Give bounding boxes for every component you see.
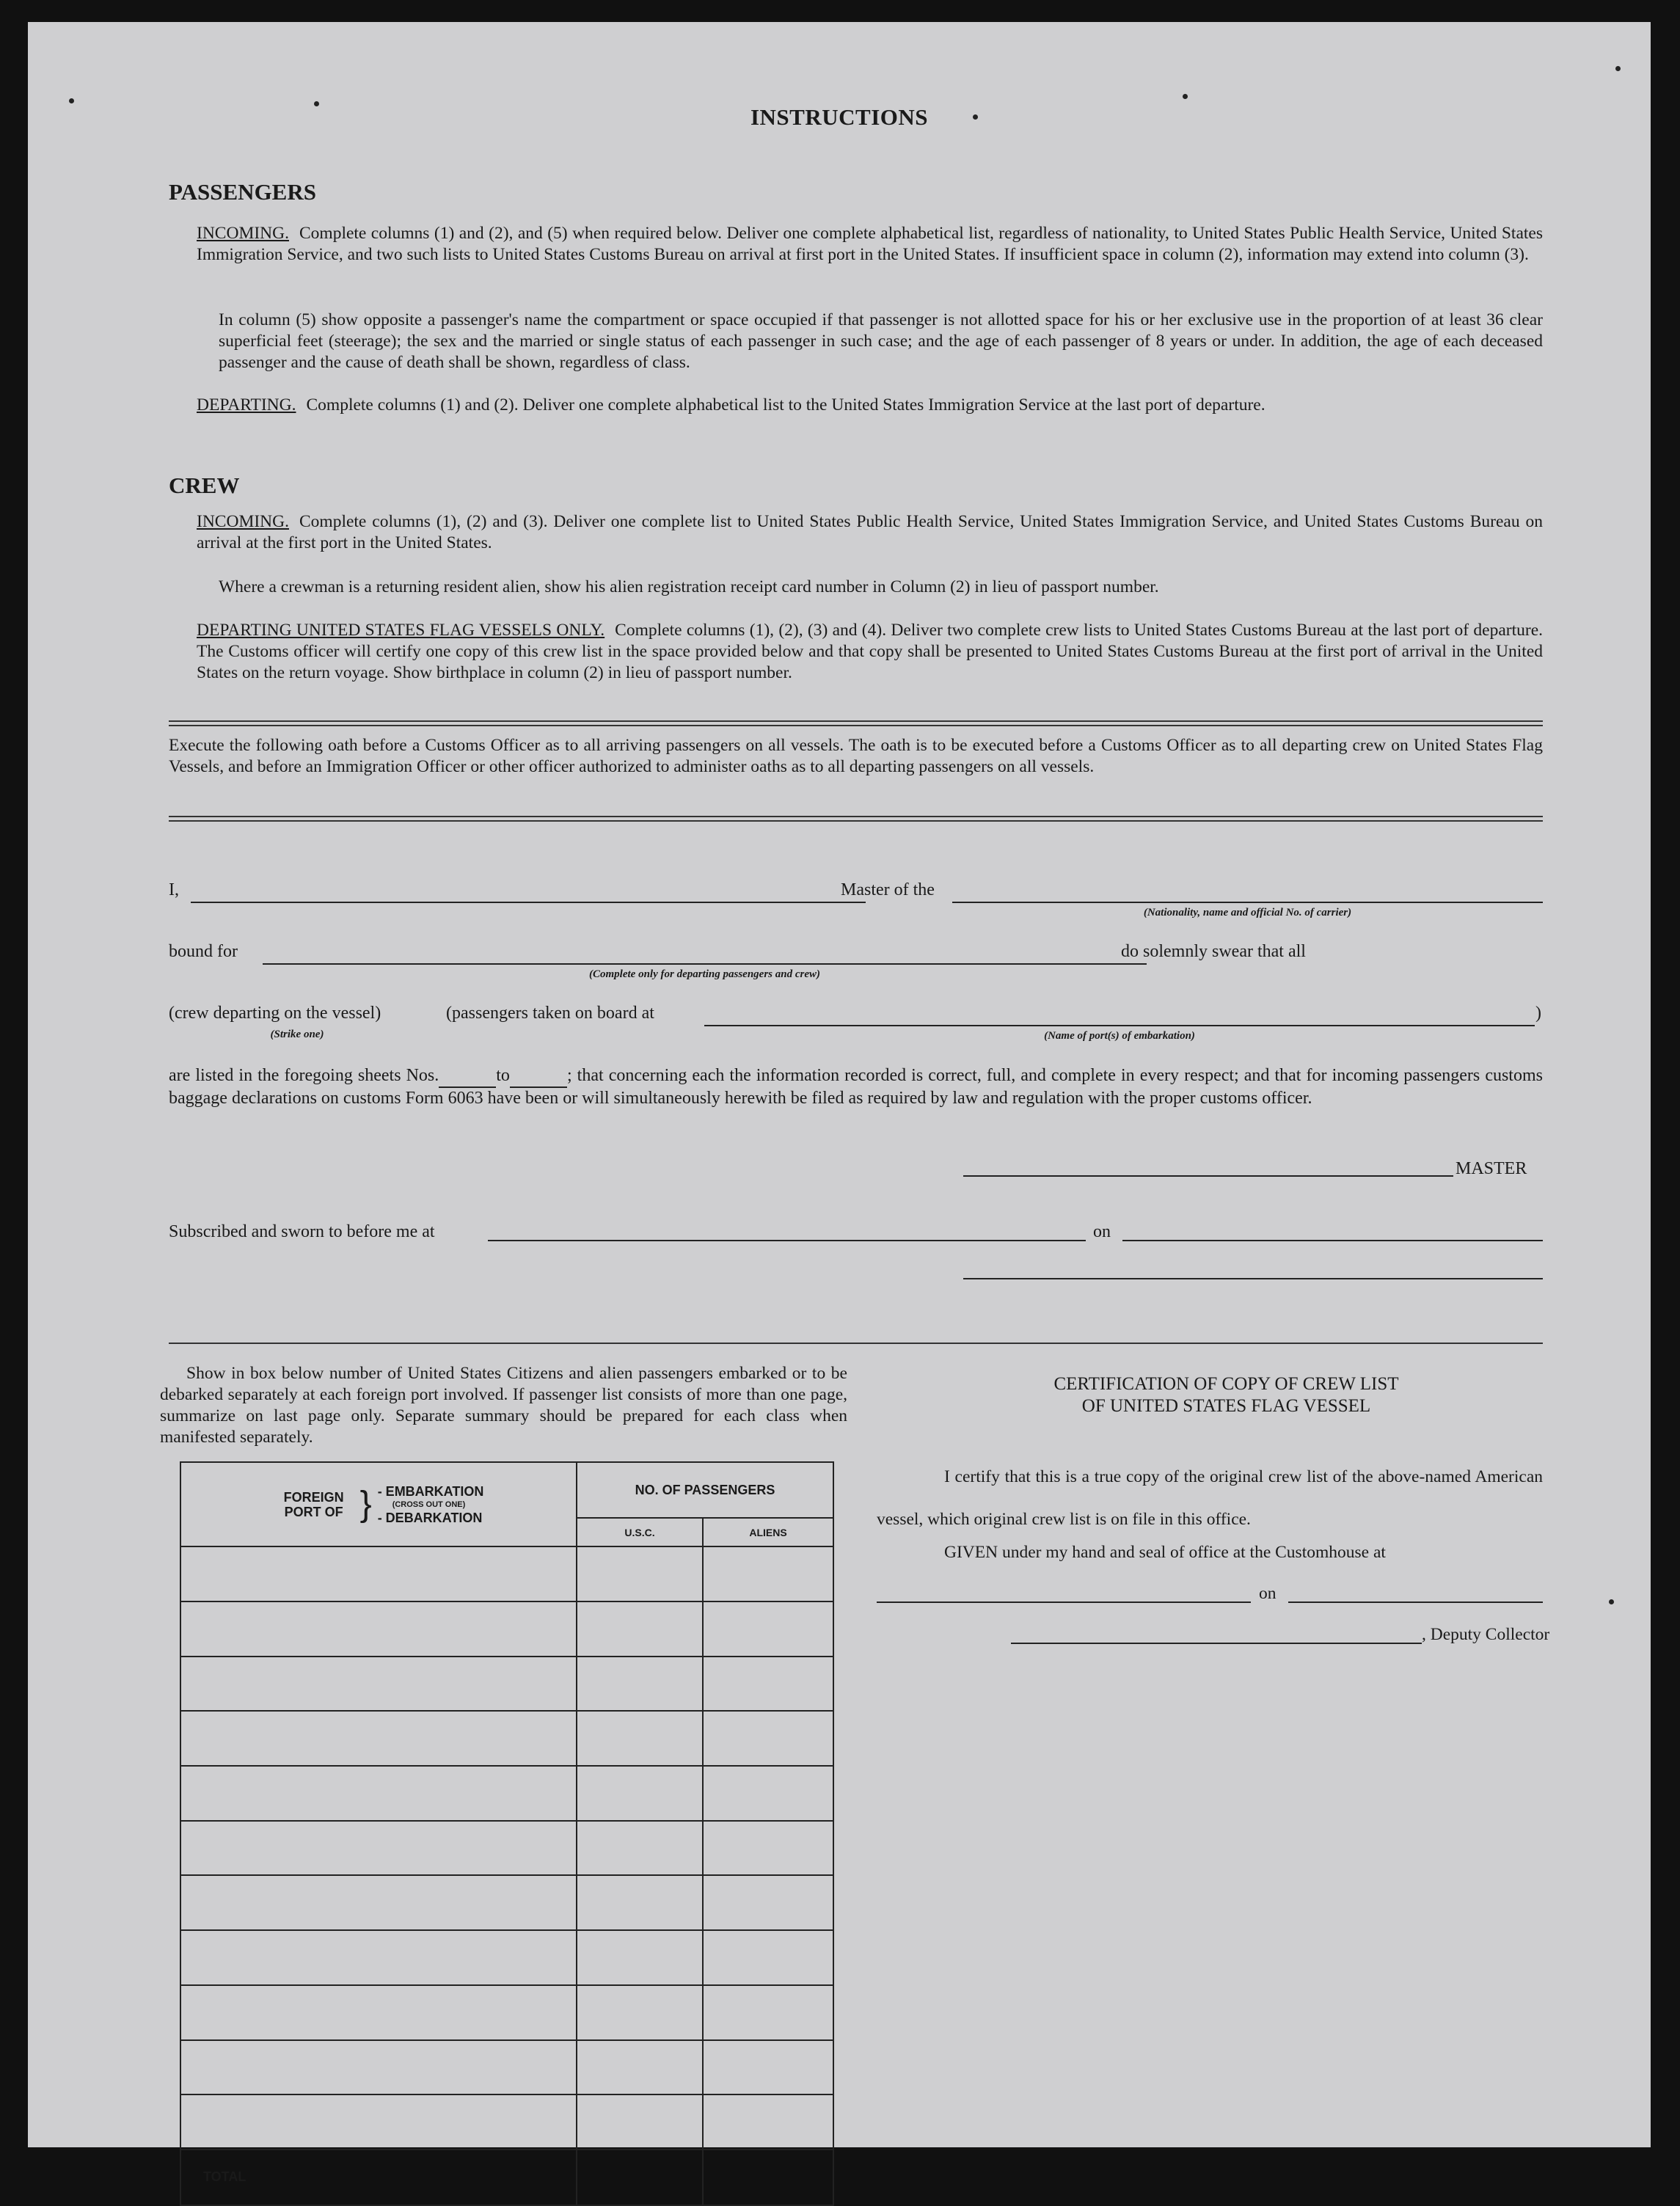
certification-heading-2: OF UNITED STATES FLAG VESSEL	[1081, 1396, 1371, 1416]
summary-usc-cell[interactable]	[577, 1930, 703, 1985]
crew-incoming-text: Complete columns (1), (2) and (3). Deliver one complete list to United States Public Health Service, United States Immigration Service, and United States Customs Bureau on arrival at the first port in the United States.	[197, 512, 1543, 552]
passengers-taken-option[interactable]: (passengers taken on board at	[446, 1004, 654, 1023]
certification-heading-1: CERTIFICATION OF COPY OF CREW LIST	[1053, 1374, 1399, 1394]
listed-text-a: are listed in the foregoing sheets Nos.	[169, 1066, 439, 1085]
summary-aliens-cell[interactable]	[703, 1711, 833, 1766]
master-signature-label: MASTER	[1456, 1159, 1527, 1178]
bound-for-note: (Complete only for departing passengers and crew)	[589, 968, 820, 980]
crew-departing-label: DEPARTING UNITED STATES FLAG VESSELS ONLY.	[197, 621, 605, 640]
strike-one-note: (Strike one)	[270, 1029, 324, 1040]
subscribed-on-label: on	[1093, 1222, 1111, 1241]
master-name-field[interactable]	[191, 902, 866, 903]
no-of-passengers-header: NO. OF PASSENGERS	[577, 1462, 833, 1518]
passengers-incoming-paragraph	[197, 223, 1543, 266]
aliens-header: ALIENS	[703, 1518, 833, 1546]
close-paren: )	[1535, 1004, 1541, 1023]
summary-port-cell[interactable]	[180, 1985, 577, 2040]
brace-icon: }	[359, 1484, 372, 1524]
summary-usc-cell[interactable]	[577, 1657, 703, 1712]
scan-mark	[1615, 66, 1621, 71]
certification-given: GIVEN under my hand and seal of office at the Customhouse at	[944, 1543, 1386, 1562]
sheet-to-field[interactable]	[510, 1065, 567, 1088]
ports-note: (Name of port(s) of embarkation)	[1044, 1030, 1195, 1042]
customhouse-field[interactable]	[877, 1601, 1251, 1603]
summary-aliens-cell[interactable]	[703, 1601, 833, 1657]
bound-for-field[interactable]	[263, 963, 1147, 965]
summary-port-cell[interactable]	[180, 1821, 577, 1876]
sheet-from-field[interactable]	[439, 1065, 496, 1088]
summary-row	[180, 1766, 833, 1821]
deputy-collector-signature-field[interactable]	[1011, 1643, 1422, 1644]
cross-out-note: (CROSS OUT ONE)	[392, 1500, 466, 1509]
summary-usc-cell[interactable]	[577, 1985, 703, 2040]
swear-label: do solemnly swear that all	[1121, 942, 1306, 961]
passengers-departing-text: Complete columns (1) and (2). Deliver one complete alphabetical list to the United States Immigration Service at the last port of departure.	[306, 395, 1266, 414]
summary-port-cell[interactable]	[180, 2094, 577, 2150]
summary-aliens-cell[interactable]	[703, 1766, 833, 1821]
summary-aliens-cell[interactable]	[703, 2040, 833, 2095]
summary-usc-cell[interactable]	[577, 2094, 703, 2150]
divider	[169, 816, 1543, 822]
certification-on: on	[1259, 1584, 1277, 1603]
nationality-note: (Nationality, name and official No. of carrier)	[1143, 907, 1352, 918]
embarkation-ports-field[interactable]	[704, 1025, 1535, 1026]
scan-mark	[314, 101, 319, 106]
officer-signature-field[interactable]	[963, 1278, 1543, 1279]
summary-port-cell[interactable]	[180, 1875, 577, 1930]
debarkation-label[interactable]: - DEBARKATION	[377, 1510, 483, 1525]
crew-resident-paragraph: Where a crewman is a returning resident alien, show his alien registration receipt card number in Column (2) in lieu of passport number.	[219, 577, 1159, 596]
passengers-column5-paragraph: In column (5) show opposite a passenger's name the compartment or space occupied if that passenger is not allotted space for his or her exclusive use in the proportion of at least 36 clear superficial feet (steerage); the sex and the married or single status of each passenger in such case; and the age of each passenger of 8 years or under. In addition, the age of each deceased passenger and the cause of death shall be shown, regardless of class.	[219, 310, 1543, 372]
page-title: INSTRUCTIONS	[750, 104, 928, 130]
summary-aliens-cell[interactable]	[703, 1875, 833, 1930]
summary-usc-cell[interactable]	[577, 1601, 703, 1657]
passengers-incoming-text: Complete columns (1) and (2), and (5) when required below. Deliver one complete alphabetical list, regardless of nationality, to United States Public Health Service, United States Immigration Service, and two such lists to United States Customs Bureau on arrival at first port in the United States. If insufficient space in column (2), information may extend into column (3).	[197, 224, 1543, 264]
summary-aliens-cell[interactable]	[703, 1821, 833, 1876]
summary-usc-cell[interactable]	[577, 1821, 703, 1876]
listed-paragraph	[169, 1065, 1543, 1109]
passenger-summary-table	[180, 1461, 834, 2206]
summary-row	[180, 1711, 833, 1766]
summary-port-cell[interactable]	[180, 1546, 577, 1601]
summary-usc-cell[interactable]	[577, 2040, 703, 2095]
crew-departing-paragraph	[197, 620, 1543, 684]
document-page	[28, 22, 1651, 2185]
summary-aliens-cell[interactable]	[703, 1546, 833, 1601]
total-usc-cell[interactable]	[577, 2150, 703, 2205]
listed-to: to	[496, 1066, 510, 1085]
divider	[169, 1343, 1543, 1344]
foreign-port-of-label: FOREIGN PORT OF	[283, 1489, 344, 1519]
total-aliens-cell[interactable]	[703, 2150, 833, 2205]
usc-header: U.S.C.	[577, 1518, 703, 1546]
summary-aliens-cell[interactable]	[703, 1985, 833, 2040]
vessel-field[interactable]	[952, 902, 1543, 903]
certification-text: I certify that this is a true copy of the original crew list of the above-named American vessel, which original crew list is on file in this office.	[877, 1467, 1543, 1529]
summary-row	[180, 2094, 833, 2150]
certification-date-field[interactable]	[1288, 1601, 1543, 1603]
summary-aliens-cell[interactable]	[703, 1930, 833, 1985]
master-signature-field[interactable]	[963, 1175, 1453, 1177]
summary-port-cell[interactable]	[180, 1766, 577, 1821]
divider	[169, 720, 1543, 726]
summary-instructions: Show in box below number of United States Citizens and alien passengers embarked or to be debarked separately at each foreign port involved. If passenger list consists of more than one page, summarize on last page only. Separate summary should be prepared for each class when manifested separately.	[160, 1364, 847, 1447]
listed-text-b: ; that concerning each the information recorded is correct, full, and complete in every respect; and that for incoming passengers customs baggage declarations on customs Form 6063 have been or will simultaneously herewith be filed as required by law and regulation with the proper customs officer.	[169, 1066, 1543, 1108]
subscribed-date-field[interactable]	[1122, 1240, 1543, 1241]
crew-incoming-paragraph	[197, 511, 1543, 554]
scan-mark	[1609, 1599, 1614, 1604]
oath-i-label: I,	[169, 880, 179, 899]
summary-port-cell[interactable]	[180, 1657, 577, 1712]
total-label: TOTAL	[180, 2150, 577, 2205]
summary-aliens-cell[interactable]	[703, 2094, 833, 2150]
passengers-departing-label: DEPARTING.	[197, 395, 296, 414]
scan-mark	[69, 98, 74, 103]
summary-port-cell[interactable]	[180, 1601, 577, 1657]
summary-row	[180, 1601, 833, 1657]
passengers-heading: PASSENGERS	[169, 179, 316, 205]
summary-aliens-cell[interactable]	[703, 1657, 833, 1712]
crew-departing-text: Complete columns (1), (2), (3) and (4). Deliver two complete crew lists to United States Customs Bureau at the last port of departure. The Customs officer will certify one copy of this crew list in the space provided below and that copy shall be presented to United States Customs Bureau at the first port of arrival in the United States on the return voyage. Show birthplace in column (2) in lieu of passport number.	[197, 621, 1543, 682]
scan-mark	[973, 114, 978, 120]
summary-row	[180, 1821, 833, 1876]
oath-intro: Execute the following oath before a Customs Officer as to all arriving passengers on all vessels. The oath is to be executed before a Customs Officer as to all departing crew on United States Flag Vessels, and before an Immigration Officer or other officer authorized to administer oaths as to all departing passengers on all vessels.	[169, 736, 1543, 776]
crew-departing-option[interactable]: (crew departing on the vessel)	[169, 1004, 381, 1023]
summary-row	[180, 1875, 833, 1930]
summary-port-cell[interactable]	[180, 1711, 577, 1766]
embarkation-label[interactable]: - EMBARKATION	[377, 1483, 484, 1499]
summary-port-cell[interactable]	[180, 2040, 577, 2095]
scan-mark	[1183, 94, 1188, 99]
master-of-label: Master of the	[841, 880, 935, 899]
bound-for-label: bound for	[169, 942, 238, 961]
summary-row	[180, 1930, 833, 1985]
summary-port-cell[interactable]	[180, 1930, 577, 1985]
summary-usc-cell[interactable]	[577, 1546, 703, 1601]
summary-row	[180, 1985, 833, 2040]
passengers-departing-paragraph	[197, 395, 1543, 416]
summary-usc-cell[interactable]	[577, 1711, 703, 1766]
subscribed-place-field[interactable]	[488, 1240, 1086, 1241]
summary-row	[180, 1546, 833, 1601]
summary-usc-cell[interactable]	[577, 1766, 703, 1821]
subscribed-label: Subscribed and sworn to before me at	[169, 1222, 435, 1241]
summary-row	[180, 2040, 833, 2095]
crew-heading: CREW	[169, 472, 240, 498]
summary-row	[180, 1657, 833, 1712]
port-header-cell	[180, 1462, 577, 1546]
crew-incoming-label: INCOMING.	[197, 512, 289, 531]
summary-usc-cell[interactable]	[577, 1875, 703, 1930]
passengers-incoming-label: INCOMING.	[197, 224, 289, 243]
deputy-collector-label: , Deputy Collector	[1422, 1625, 1550, 1644]
